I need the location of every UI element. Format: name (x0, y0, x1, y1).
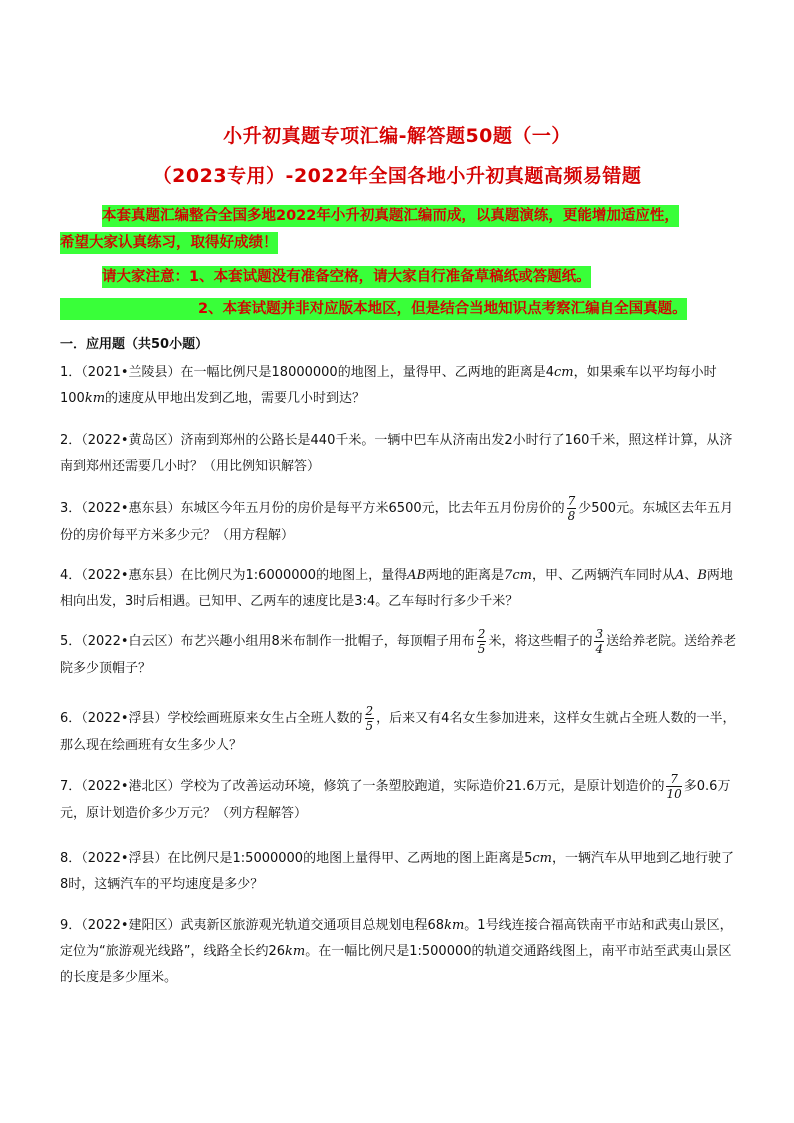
question-9 (60, 913, 740, 991)
question-text: 、 (684, 568, 698, 583)
question-text: 9．（2022•建阳区）武夷新区旅游观光轨道交通项目总规划电程68 (60, 918, 445, 933)
math-label: AB (407, 568, 427, 583)
numerator: 7 (666, 772, 681, 787)
question-text: 米，将这些帽子的 (488, 634, 593, 649)
denominator: 5 (477, 642, 486, 656)
question-6 (60, 704, 740, 759)
question-text: 少500元。东城区去年五月份的房价每平方米多少元？（用方程解） (60, 501, 734, 543)
question-text: 两地的距离是 (426, 568, 505, 583)
denominator: 4 (595, 642, 604, 656)
question-text: 8．（2022•浮县）在比例尺是1:5000000的地图上量得甲、乙两地的图上距离是5 (60, 851, 533, 866)
question-3 (60, 494, 740, 549)
denominator: 8 (567, 509, 576, 523)
question-text: 送给养老院。送给养老院多少顶帽子？ (60, 634, 737, 676)
question-text: ，甲、乙两辆汽车同时从 (531, 568, 675, 583)
question-text: 4．（2022•惠东县）在比例尺为1:6000000的地图上，量得 (60, 568, 408, 583)
question-text: 7．（2022•港北区）学校为了改善运动环境，修筑了一条塑胶跑道，实际造价21.6万元，是原计划造价的 (60, 779, 665, 794)
fraction (594, 627, 604, 656)
question-text: ，后来又有4名女生参加进来，这样女生就占全班人数的一半，那么现在绘画班有女生多少人？ (60, 711, 736, 753)
fraction (365, 704, 375, 733)
denominator: 10 (666, 787, 682, 801)
math-label: B (697, 568, 707, 583)
question-text: 6．（2022•浮县）学校绘画班原来女生占全班人数的 (60, 711, 363, 726)
question-text: 。在一幅比例尺是1:500000的轨道交通路线图上，南平市站至武夷山景区的长度是多少厘米。 (60, 944, 732, 985)
math-value: 7 (504, 568, 513, 583)
notice-attention-2 (60, 296, 732, 323)
question-5 (60, 627, 740, 682)
notice-paragraph (60, 203, 732, 257)
denominator: 5 (365, 719, 374, 733)
question-text: 3．（2022•惠东县）东城区今年五月份的房价是每平方米6500元，比去年五月份房价的 (60, 501, 565, 516)
unit-text: cm (532, 851, 552, 866)
question-text: ，一辆汽车从甲地到乙地行驶了8时，这辆汽车的平均速度是多少？ (60, 851, 734, 892)
document-subtitle: （2023专用）-2022年全国各地小升初真题高频易错题 (152, 165, 642, 187)
question-text: 1．（2021•兰陵县）在一幅比例尺是18000000的地图上，量得甲、乙两地的距离是4 (60, 365, 554, 380)
notice-line-2: 希望大家认真练习，取得好成绩！ (60, 232, 278, 254)
notice-attention (60, 264, 732, 291)
question-text: ，如果乘车以平均每小时100 (60, 365, 717, 406)
notice-line-3: 请大家注意：1、本套试题没有准备空格，请大家自行准备草稿纸或答题纸。 (102, 266, 591, 288)
unit-text: km (285, 944, 306, 959)
question-8 (60, 846, 740, 898)
question-2 (60, 428, 740, 480)
notice-line-1: 本套真题汇编整合全国多地2022年小升初真题汇编而成，以真题演练，更能增加适应性， (102, 205, 679, 227)
numerator: 7 (567, 494, 576, 508)
unit-text: cm (512, 568, 532, 583)
question-text: 2．（2022•黄岛区）济南到郑州的公路长是440千米。一辆中巴车从济南出发2小时行了160千米，照这样计算，从济南到郑州还需要几小时？（用比例知识解答） (60, 433, 733, 474)
numerator: 3 (595, 627, 604, 641)
notice-line-4: 2、本套试题并非对应版本地区，但是结合当地知识点考察汇编自全国真题。 (60, 298, 687, 320)
question-1 (60, 360, 740, 412)
section-title: 一．应用题（共50小题） (60, 337, 209, 352)
document-title: 小升初真题专项汇编-解答题50题（一） (223, 125, 571, 147)
question-text: 的速度从甲地出发到乙地，需要几小时到达？ (105, 391, 366, 406)
question-text: 5．（2022•白云区）布艺兴趣小组用8米布制作一批帽子，每顶帽子用布 (60, 634, 475, 649)
numerator: 2 (477, 627, 486, 641)
question-text: 多0.6万元，原计划造价多少万元？（列方程解答） (60, 779, 731, 821)
fraction (567, 494, 577, 523)
question-7 (60, 772, 740, 827)
fraction (477, 627, 487, 656)
question-text: 。1号线连接合福高铁南平市站和武夷山景区，定位为“旅游观光线路”，线路全长约26 (60, 918, 733, 959)
unit-text: km (84, 391, 106, 406)
unit-text: km (444, 918, 465, 933)
math-label: A (674, 568, 685, 583)
unit-text: cm (553, 365, 574, 380)
numerator: 2 (365, 704, 374, 718)
fraction (666, 772, 681, 801)
question-4 (60, 563, 740, 615)
question-text: 两地相向出发，3时后相遇。已知甲、乙两车的速度比是3:4。乙车每时行多少千米？ (60, 568, 733, 609)
